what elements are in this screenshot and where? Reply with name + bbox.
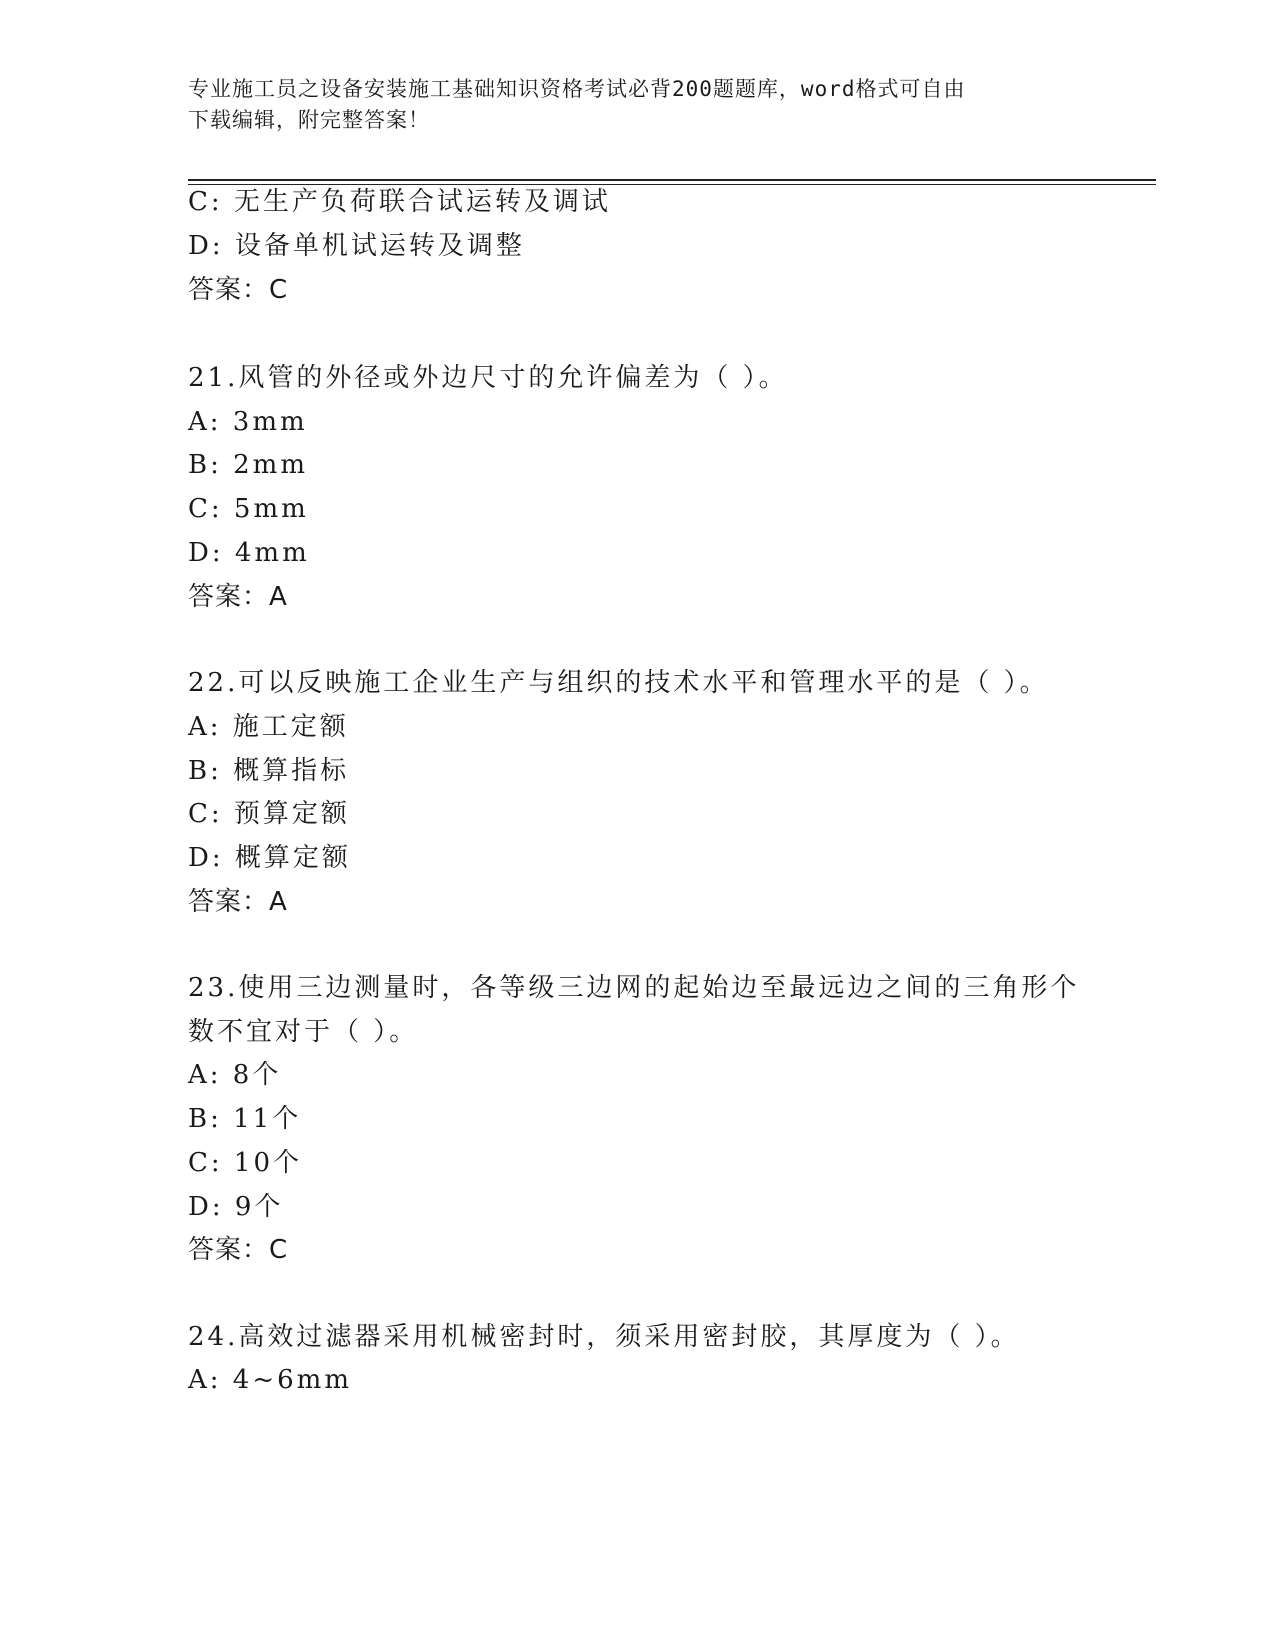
prev-answer: 答案：C (188, 275, 289, 305)
q24-stem: 24.高效过滤器采用机械密封时，须采用密封胶，其厚度为（ ）。 (188, 1322, 1020, 1352)
q21-option-d: D: 4mm (188, 538, 310, 568)
q23-option-d: D: 9个 (188, 1192, 284, 1222)
q23-option-c: C: 10个 (188, 1148, 303, 1178)
q23-option-a: A: 8个 (188, 1060, 282, 1090)
document-header (188, 74, 1078, 136)
q24-option-a: A: 4~6mm (188, 1365, 352, 1395)
q22-option-d: D: 概算定额 (188, 843, 351, 873)
q23-stem-line-1: 23.使用三边测量时，各等级三边网的起始边至最远边之间的三角形个 (188, 973, 1080, 1003)
q23-stem-line-2: 数不宜对于（ ）。 (188, 1017, 419, 1047)
header-divider-thick (188, 179, 1156, 181)
q21-option-a: A: 3mm (188, 407, 308, 437)
q22-option-a: A: 施工定额 (188, 712, 349, 742)
q21-answer: 答案：A (188, 582, 288, 612)
header-line-1: 专业施工员之设备安装施工基础知识资格考试必背200题题库，word格式可自由 (188, 77, 966, 101)
prev-option-d: D: 设备单机试运转及调整 (188, 231, 525, 261)
q22-option-b: B: 概算指标 (188, 756, 350, 786)
prev-option-c: C: 无生产负荷联合试运转及调试 (188, 187, 611, 217)
q22-stem: 22.可以反映施工企业生产与组织的技术水平和管理水平的是（ ）。 (188, 668, 1049, 698)
q21-option-c: C: 5mm (188, 494, 309, 524)
q23-option-b: B: 11个 (188, 1104, 302, 1134)
q21-option-b: B: 2mm (188, 450, 308, 480)
q21-stem: 21.风管的外径或外边尺寸的允许偏差为（ ）。 (188, 363, 788, 393)
q22-option-c: C: 预算定额 (188, 799, 350, 829)
q22-answer: 答案：A (188, 887, 288, 917)
header-line-2: 下载编辑，附完整答案！ (188, 108, 430, 132)
q23-answer: 答案：C (188, 1235, 289, 1265)
